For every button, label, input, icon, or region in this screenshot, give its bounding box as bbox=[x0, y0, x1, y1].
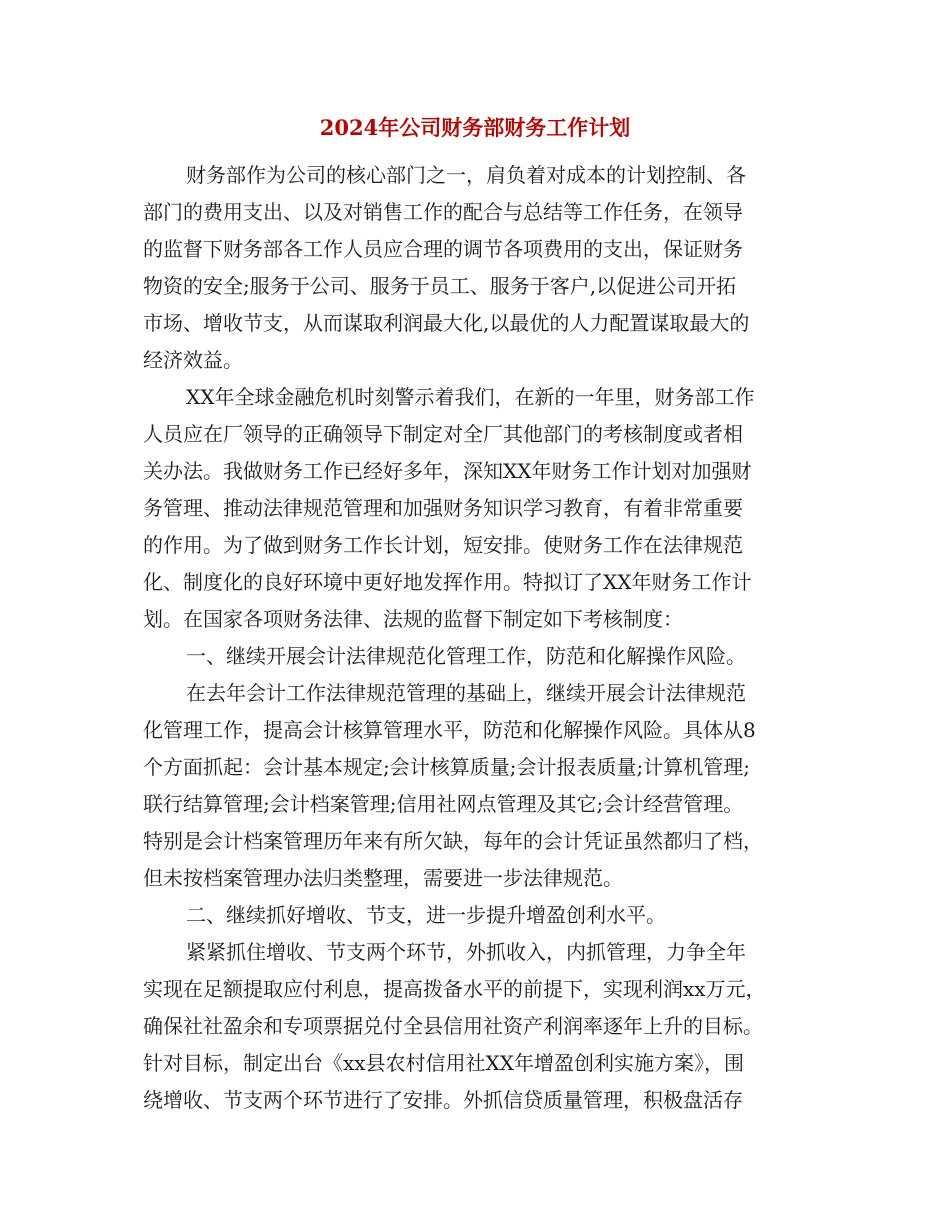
paragraph-3-line-5: 特别是会计档案管理历年来有所欠缺，每年的会计凭证虽然都归了档， bbox=[143, 829, 763, 853]
paragraph-1-line-2: 部门的费用支出、以及对销售工作的配合与总结等工作任务，在领导 bbox=[143, 200, 743, 224]
paragraph-4-line-5: 绕增收、节支两个环节进行了安排。外抓信贷质量管理，积极盘活存 bbox=[143, 1088, 743, 1112]
paragraph-3-line-3: 个方面抓起：会计基本规定;会计核算质量;会计报表质量;计算机管理; bbox=[143, 755, 750, 779]
paragraph-1-line-1: 财务部作为公司的核心部门之一，肩负着对成本的计划控制、各 bbox=[186, 163, 746, 187]
paragraph-1-line-4: 物资的安全;服务于公司、服务于员工、服务于客户,以促进公司开拓 bbox=[143, 274, 737, 298]
section-heading-2: 二、继续抓好增收、节支，进一步提升增盈创利水平。 bbox=[186, 903, 666, 927]
paragraph-2-line-6: 化、制度化的良好环境中更好地发挥作用。特拟订了XX年财务工作计 bbox=[143, 570, 752, 594]
paragraph-4-line-3: 确保社社盈余和专项票据兑付全县信用社资产利润率逐年上升的目标。 bbox=[143, 1014, 763, 1038]
paragraph-3-line-6: 但未按档案管理办法归类整理，需要进一步法律规范。 bbox=[143, 866, 623, 890]
section-heading-1: 一、继续开展会计法律规范化管理工作，防范和化解操作风险。 bbox=[186, 644, 746, 668]
paragraph-2-line-5: 的作用。为了做到财务工作长计划，短安排。使财务工作在法律规范 bbox=[143, 533, 743, 557]
paragraph-3-line-2: 化管理工作，提高会计核算管理水平，防范和化解操作风险。具体从8 bbox=[143, 718, 756, 742]
paragraph-1-line-6: 经济效益。 bbox=[143, 348, 243, 372]
document-title: 2024年公司财务部财务工作计划 bbox=[319, 115, 631, 140]
paragraph-2-line-7: 划。在国家各项财务法律、法规的监督下制定如下考核制度： bbox=[143, 607, 683, 631]
paragraph-3-line-4: 联行结算管理;会计档案管理;信用社网点管理及其它;会计经营管理。 bbox=[143, 792, 744, 816]
paragraph-1-line-3: 的监督下财务部各工作人员应合理的调节各项费用的支出，保证财务 bbox=[143, 237, 743, 261]
paragraph-1-line-5: 市场、增收节支，从而谋取利润最大化,以最优的人力配置谋取最大的 bbox=[143, 311, 750, 335]
paragraph-2-line-4: 务管理、推动法律规范管理和加强财务知识学习教育，有着非常重要 bbox=[143, 496, 743, 520]
paragraph-4-line-2: 实现在足额提取应付利息，提高拨备水平的前提下，实现利润xx万元， bbox=[143, 977, 766, 1001]
paragraph-2-line-2: 人员应在厂领导的正确领导下制定对全厂其他部门的考核制度或者相 bbox=[143, 422, 743, 446]
paragraph-2-line-3: 关办法。我做财务工作已经好多年，深知XX年财务工作计划对加强财 bbox=[143, 459, 752, 483]
paragraph-4-line-1: 紧紧抓住增收、节支两个环节，外抓收入，内抓管理，力争全年 bbox=[186, 940, 746, 964]
paragraph-4-line-4: 针对目标，制定出台《xx县农村信用社XX年增盈创利实施方案》，围 bbox=[143, 1051, 745, 1075]
paragraph-2-line-1: XX年全球金融危机时刻警示着我们，在新的一年里，财务部工作 bbox=[186, 385, 755, 409]
paragraph-3-line-1: 在去年会计工作法律规范管理的基础上，继续开展会计法律规范 bbox=[186, 681, 746, 705]
